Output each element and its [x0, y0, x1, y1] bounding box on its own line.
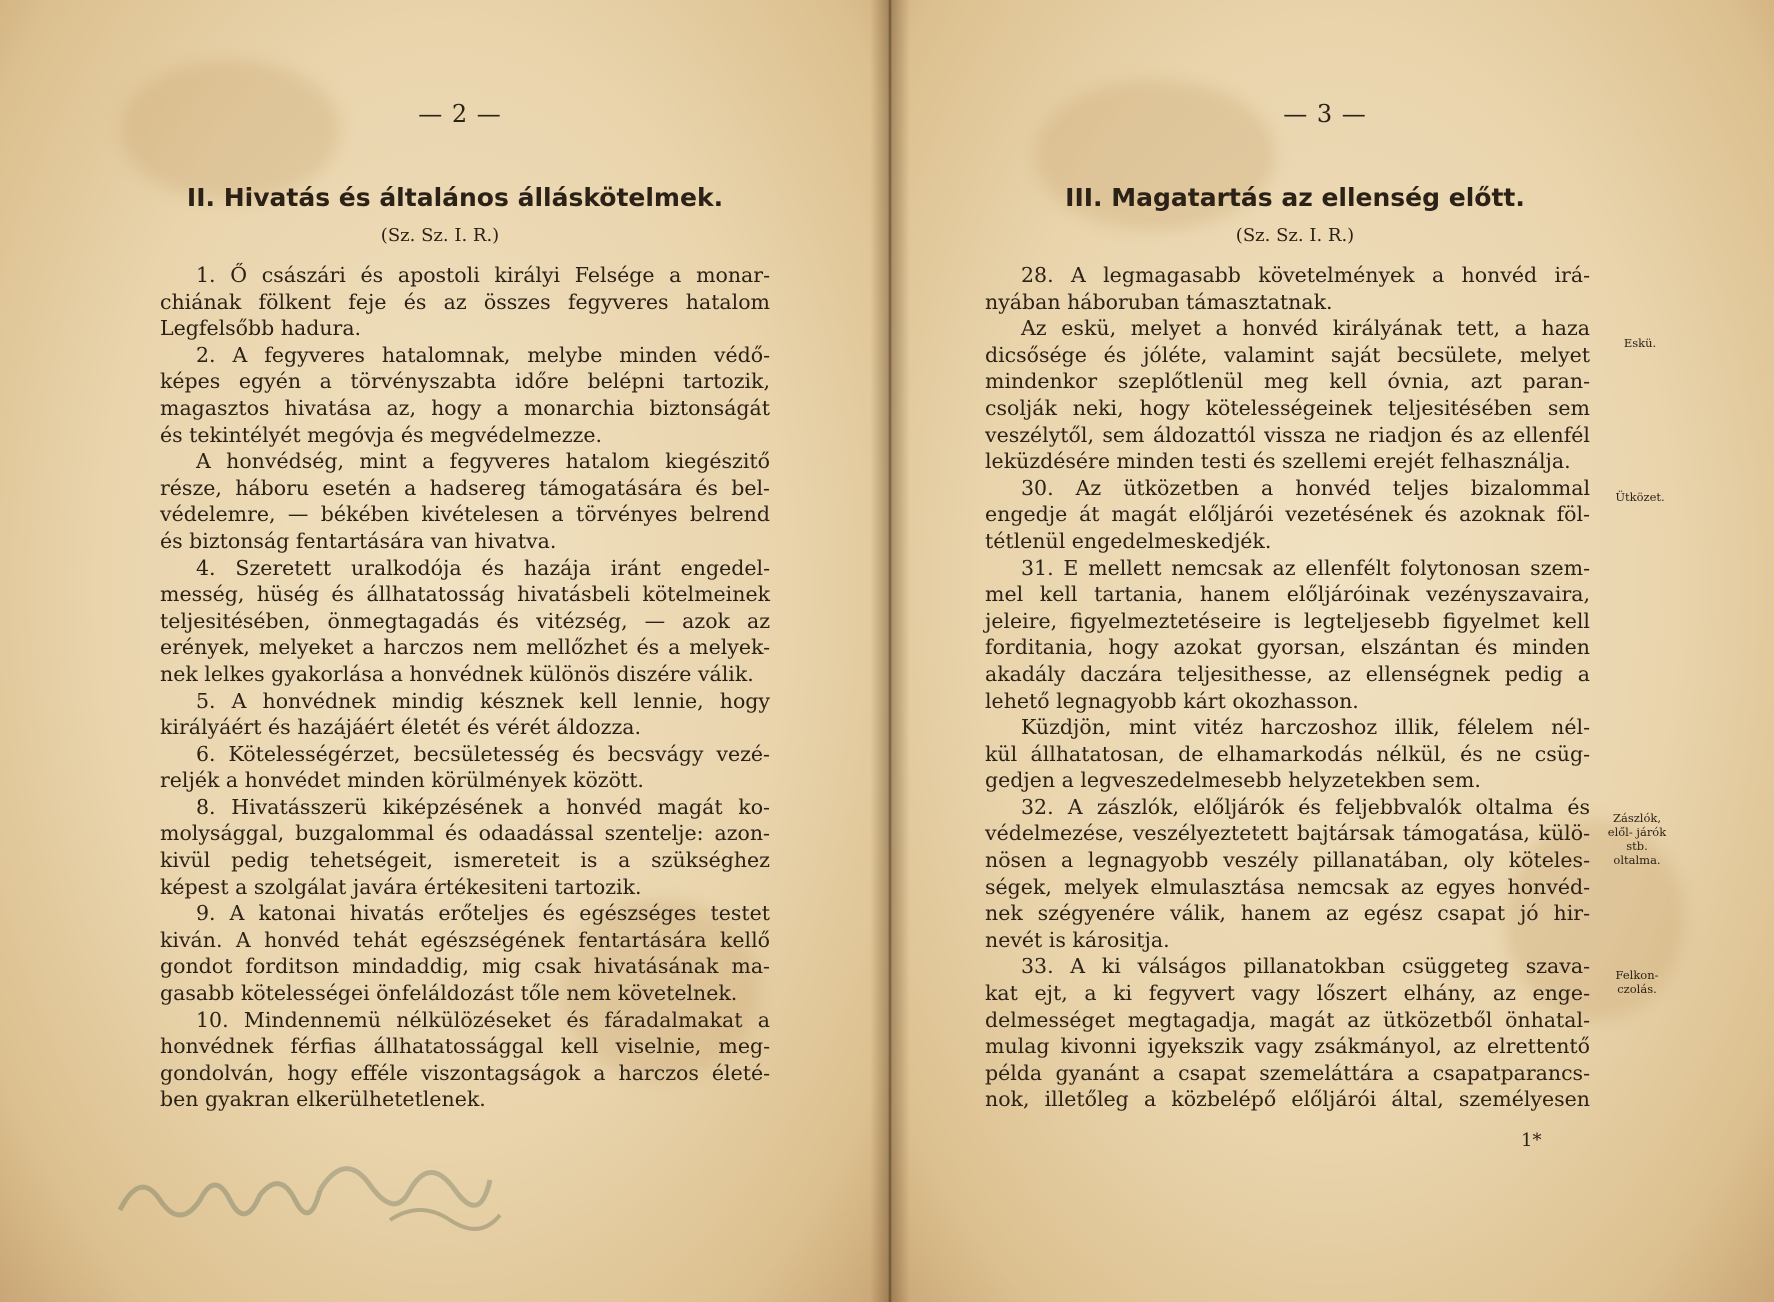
chapter-source: (Sz. Sz. I. R.) [1235, 225, 1355, 246]
text-line: része, háboru esetén a hadsereg támogatására és bel- [160, 475, 770, 500]
text-line: teljesitésében, önmegtagadás és vitézség, — azok az [160, 608, 770, 633]
right-page [885, 0, 1774, 1302]
text-line: mindenkor szeplőtlenül meg kell óvnia, azt paran- [985, 369, 1590, 394]
text-line: 2. A fegyveres hatalomnak, melybe minden védő- [196, 342, 770, 367]
text-line: 8. Hivatásszerü kiképzésének a honvéd magát ko- [196, 794, 770, 819]
text-line: 1. Ő császári és apostoli királyi Felsége a monar- [196, 263, 770, 287]
text-line: nek lelkes gyakorlása a honvédnek különös diszére válik. [160, 661, 754, 686]
text-line: 28. A legmagasabb követelmények a honvéd irá- [1021, 263, 1590, 287]
text-line: ségek, melyek elmulasztása nemcsak az egyes honvéd- [985, 874, 1590, 899]
text-line: gasabb kötelességei önfeláldozást tőle nem követelnek. [160, 981, 738, 1006]
text-line: 33. A ki válságos pillanatokban csüggeteg szava- [1021, 954, 1590, 979]
text-line: kül állhatatosan, de elhamarkodás nélkül, és ne csüg- [985, 741, 1590, 766]
text-line: molysággal, buzgalommal és odaadással szentelje: azon- [160, 821, 770, 846]
text-line: lehető legnagyobb kárt okozhasson. [985, 688, 1359, 713]
left-page [0, 0, 885, 1302]
text-line: 5. A honvédnek mindig késznek kell lennie, hogy [196, 688, 770, 713]
text-line: tétlenül engedelmeskedjék. [985, 528, 1272, 553]
text-line: 32. A zászlók, előljárók és feljebbvalók oltalma és [1021, 794, 1590, 819]
margin-note-zaszlok: Zászlók, elől- járók stb. oltalma. [1607, 811, 1667, 867]
text-line: példa gyanánt a csapat szemeláttára a csapatparancs- [985, 1060, 1590, 1085]
margin-note-esku: Eskü. [1623, 336, 1657, 350]
text-line: engedje át magát előljárói vezetésének és azoknak föl- [985, 502, 1590, 527]
text-line: 4. Szeretett uralkodója és hazája iránt engedel- [196, 555, 770, 580]
text-line: kiván. A honvéd tehát egészségének fentartására kellő [160, 927, 770, 952]
text-line: és tekintélyét megóvja és megvédelmezze. [160, 422, 603, 447]
page-number: — 2 — [418, 100, 502, 128]
text-line: és biztonság fentartására van hivatva. [160, 528, 557, 553]
text-line: csolják neki, hogy kötelességeinek teljesitésében sem [985, 395, 1590, 420]
text-line: nevét is kárositja. [985, 927, 1170, 952]
text-line: chiának fölkent feje és az összes fegyveres hatalom [160, 289, 770, 314]
text-line: kat ejt, a ki fegyvert vagy lőszert elhány, az enge- [985, 981, 1590, 1006]
text-line: nyában háboruban támasztatnak. [985, 289, 1333, 314]
text-line: erények, melyeket a harczos nem mellőzhet és a melyek- [160, 635, 770, 660]
text-line: reljék a honvédet minden körülmények között. [160, 768, 644, 793]
text-line: gedjen a legveszedelmesebb helyzetekben sem. [985, 768, 1481, 793]
body-text [985, 262, 1590, 1113]
text-line: Legfelsőbb hadura. [160, 316, 362, 341]
text-line: mel kell tartania, hanem előljáróinak vezényszavaira, [985, 582, 1590, 607]
text-line: magasztos hivatása az, hogy a monarchia biztonságát [160, 395, 770, 420]
text-line: nek szégyenére válik, hanem az egész csapat jó hir- [985, 901, 1590, 926]
text-line: jeleire, figyelmeztetéseire is legteljesebb figyelmet kell [985, 608, 1590, 633]
page-number: — 3 — [1283, 100, 1367, 128]
text-line: kivül pedig tehetségeit, ismereteit is a szükséghez [160, 848, 770, 873]
handwritten-signature [90, 1110, 570, 1270]
text-line: 10. Mindennemü nélkülözéseket és fáradalmakat a [196, 1007, 770, 1032]
signature-mark: 1* [1521, 1130, 1542, 1151]
body-text [160, 262, 770, 1113]
text-line: királyáért és hazájáért életét és vérét áldozza. [160, 715, 642, 740]
chapter-title: II. Hivatás és általános álláskötelmek. [186, 183, 724, 212]
text-line: forditania, hogy azokat gyorsan, elszántan és minden [985, 635, 1590, 660]
text-line: védelmezése, veszélyeztetett bajtársak támogatása, külö- [985, 821, 1590, 846]
text-line: Küzdjön, mint vitéz harczoshoz illik, félelem nél- [1021, 715, 1590, 740]
text-line: képes egyén a törvényszabta időre belépni tartozik, [160, 369, 770, 394]
chapter-source: (Sz. Sz. I. R.) [380, 225, 500, 246]
text-line: gondolván, hogy efféle viszontagságok a harczos életé- [160, 1060, 770, 1085]
text-line: messég, hüség és állhatatosság hivatásbeli kötelmeinek [160, 582, 770, 607]
text-line: delmességet megtagadja, magát az ütközetből önhatal- [985, 1007, 1590, 1032]
text-line: nok, illetőleg a közbelépő előljárói által, személyesen [985, 1087, 1590, 1112]
text-line: ben gyakran elkerülhetetlenek. [160, 1087, 486, 1112]
text-line: honvédnek férfias állhatatossággal kell viselnie, meg- [160, 1034, 770, 1059]
text-line: védelemre, — békében kivételesen a törvényes belrend [160, 502, 770, 527]
text-line: mulag kivonni igyekszik vagy zsákmányol, az elrettentő [985, 1034, 1590, 1059]
text-line: 6. Kötelességérzet, becsületesség és becsvágy vezé- [196, 741, 770, 766]
text-line: Az eskü, melyet a honvéd királyának tett, a haza [1021, 316, 1590, 341]
text-line: dicsősége és jóléte, valamint saját becsülete, melyet [985, 342, 1590, 367]
text-line: akadály daczára teljesithesse, az ellenségnek pedig a [985, 661, 1590, 686]
margin-note-utkozet: Ütközet. [1615, 490, 1665, 504]
text-line: 30. Az ütközetben a honvéd teljes bizalommal [1021, 475, 1590, 500]
text-line: 9. A katonai hivatás erőteljes és egészséges testet [196, 901, 770, 926]
text-line: képest a szolgálat javára értékesiteni tartozik. [160, 874, 642, 899]
text-line: 31. E mellett nemcsak az ellenfélt folytonosan szem- [1021, 555, 1590, 580]
chapter-title: III. Magatartás az ellenség előtt. [1065, 183, 1525, 212]
margin-note-felkonczolas: Felkon- czolás. [1615, 968, 1659, 996]
text-line: nösen a legnagyobb veszély pillanatában, oly köteles- [985, 848, 1590, 873]
text-line: leküzdésére minden testi és szellemi erejét felhasználja. [985, 449, 1571, 474]
text-line: A honvédség, mint a fegyveres hatalom kiegészitő [196, 449, 770, 474]
text-line: veszélytől, sem áldozattól vissza ne riadjon és az ellenfél [985, 422, 1590, 447]
text-line: gondot forditson mindaddig, mig csak hivatásának ma- [160, 954, 770, 979]
